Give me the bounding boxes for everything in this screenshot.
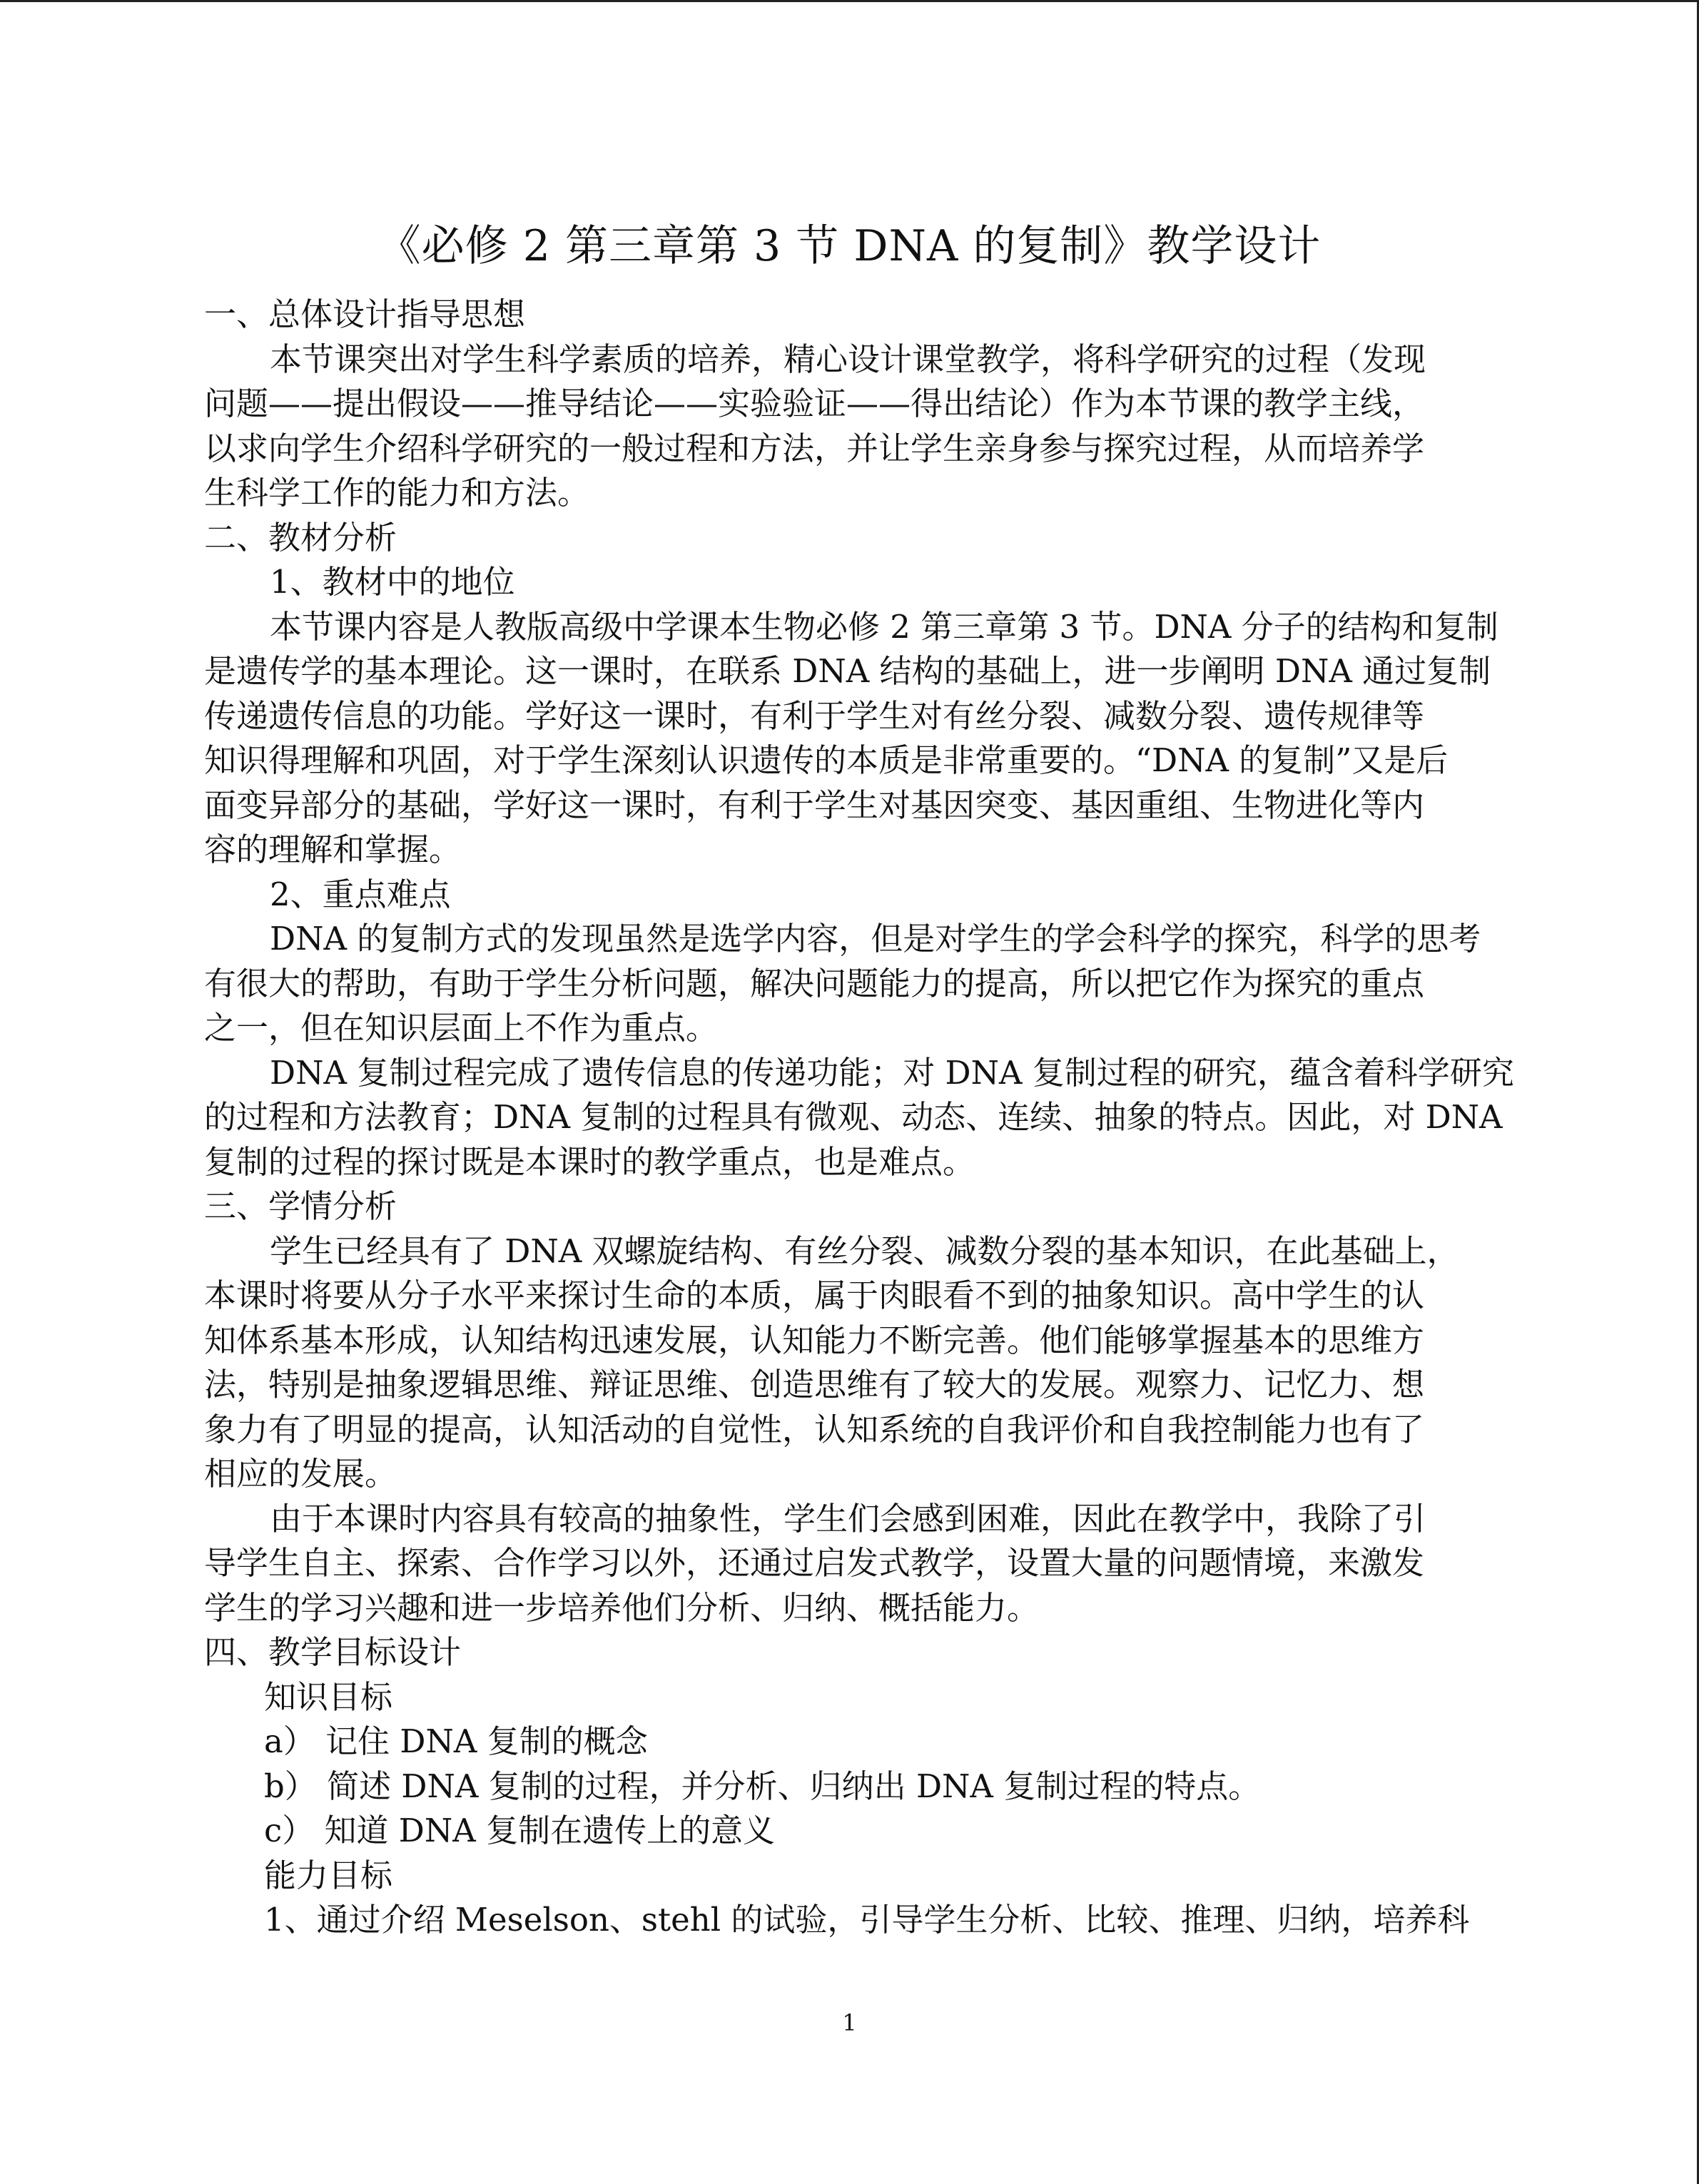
text-line: 知识得理解和巩固，对于学生深刻认识遗传的本质是非常重要的。“DNA 的复制”又是后 — [204, 741, 1449, 779]
text-line: 传递遗传信息的功能。学好这一课时，有利于学生对有丝分裂、减数分裂、遗传规律等 — [204, 696, 1425, 735]
text-line: 相应的发展。 — [204, 1455, 397, 1493]
text-line: 象力有了明显的提高，认知活动的自觉性，认知系统的自我评价和自我控制能力也有了 — [204, 1410, 1425, 1448]
text-line: 本节课内容是人教版高级中学课本生物必修 2 第三章第 3 节。DNA 分子的结构和复制 — [270, 607, 1498, 646]
text-line: 法，特别是抽象逻辑思维、辩证思维、创造思维有了较大的发展。观察力、记忆力、想 — [204, 1366, 1425, 1403]
text-line: 知体系基本形成，认知结构迅速发展，认知能力不断完善。他们能够掌握基本的思维方 — [204, 1321, 1425, 1359]
text-line: 1、教材中的地位 — [270, 563, 515, 601]
text-line: 复制的过程的探讨既是本课时的教学重点，也是难点。 — [204, 1142, 975, 1181]
text-line: 容的理解和掌握。 — [204, 831, 462, 868]
text-line: 由于本课时内容具有较高的抽象性，学生们会感到困难，因此在教学中，我除了引 — [270, 1499, 1426, 1538]
text-line: b） 简述 DNA 复制的过程，并分析、归纳出 DNA 复制过程的特点。 — [264, 1767, 1261, 1805]
text-line: 三、学情分析 — [204, 1187, 397, 1225]
text-line: 有很大的帮助，有助于学生分析问题，解决问题能力的提高，所以把它作为探究的重点 — [204, 964, 1425, 1002]
text-line: 知识目标 — [264, 1677, 393, 1716]
text-line: 问题——提出假设——推导结论——实验验证——得出结论）作为本节课的教学主线， — [204, 385, 1425, 422]
text-line: a） 记住 DNA 复制的概念 — [264, 1722, 648, 1760]
text-line: 本课时将要从分子水平来探讨生命的本质，属于肉眼看不到的抽象知识。高中学生的认 — [204, 1276, 1425, 1314]
text-line: 四、教学目标设计 — [204, 1633, 462, 1671]
text-line: 导学生自主、探索、合作学习以外，还通过启发式教学，设置大量的问题情境，来激发 — [204, 1544, 1425, 1582]
text-line: 一、总体设计指导思想 — [204, 295, 526, 333]
text-line: 学生的学习兴趣和进一步培养他们分析、归纳、概括能力。 — [204, 1588, 1040, 1627]
text-line: DNA 复制过程完成了遗传信息的传递功能；对 DNA 复制过程的研究，蕴含着科学研究 — [270, 1053, 1514, 1092]
text-line: DNA 的复制方式的发现虽然是选学内容，但是对学生的学会科学的探究，科学的思考 — [270, 920, 1481, 958]
text-line: c） 知道 DNA 复制在遗传上的意义 — [264, 1812, 776, 1849]
text-line: 的过程和方法教育；DNA 复制的过程具有微观、动态、连续、抽象的特点。因此，对 DNA — [204, 1098, 1503, 1136]
text-line: 以求向学生介绍科学研究的一般过程和方法，并让学生亲身参与探究过程，从而培养学 — [204, 429, 1425, 467]
text-line: 学生已经具有了 DNA 双螺旋结构、有丝分裂、减数分裂的基本知识，在此基础上， — [270, 1231, 1459, 1270]
text-line: 1、通过介绍 Meselson、stehl 的试验，引导学生分析、比较、推理、归纳，培养科 — [264, 1901, 1470, 1939]
text-line: 之一，但在知识层面上不作为重点。 — [204, 1009, 719, 1047]
text-line: 能力目标 — [264, 1856, 393, 1894]
text-line: 本节课突出对学生科学素质的培养，精心设计课堂教学，将科学研究的过程（发现 — [270, 340, 1426, 378]
text-line: 是遗传学的基本理论。这一课时，在联系 DNA 结构的基础上，进一步阐明 DNA 通过复制 — [204, 652, 1491, 690]
text-line: 面变异部分的基础，学好这一课时，有利于学生对基因突变、基因重组、生物进化等内 — [204, 786, 1425, 824]
page-number: 1 — [842, 2009, 857, 2036]
text-line: 二、教材分析 — [204, 518, 397, 557]
document-title: 《必修 2 第三章第 3 节 DNA 的复制》教学设计 — [377, 221, 1322, 271]
page-top-border — [0, 0, 1699, 2]
text-line: 2、重点难点 — [270, 875, 451, 913]
document-body — [204, 293, 1546, 1943]
text-line: 生科学工作的能力和方法。 — [204, 474, 590, 512]
